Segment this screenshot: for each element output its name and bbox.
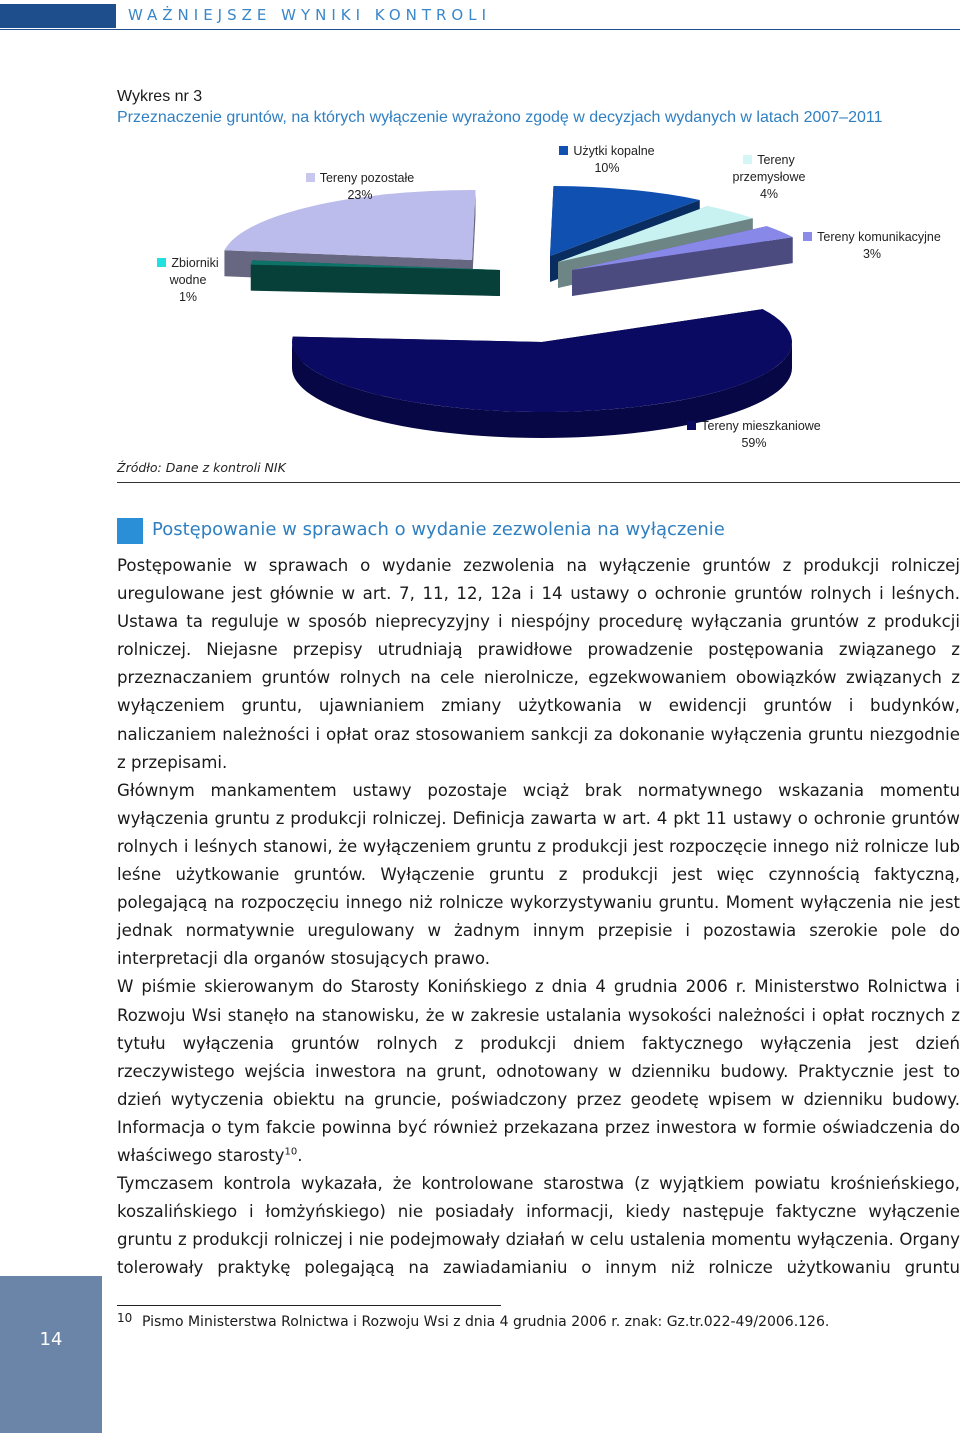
chart-subtitle: Przeznaczenie gruntów, na których wyłączenie wyrażono zgodę w decyzjach wydanych w latach 2007–2011 [117, 109, 883, 126]
chart-title: Wykres nr 3 [117, 88, 203, 105]
header-accent-block [0, 4, 116, 28]
body-text [117, 552, 960, 1282]
section-title: Postępowanie w sprawach o wydanie zezwolenia na wyłączenie [152, 519, 725, 540]
page-number-box [0, 1276, 102, 1433]
label-komunikacyjne: Tereny komunikacyjne 3% [792, 229, 952, 263]
label-mieszkaniowe: Tereny mieszkaniowe 59% [684, 418, 824, 452]
label-kopalne: Użytki kopalne 10% [552, 143, 662, 177]
swatch-pozostale [306, 173, 315, 182]
swatch-przemyslowe [743, 155, 752, 164]
running-header: WAŻNIEJSZE WYNIKI KONTROLI [128, 6, 492, 24]
swatch-mieszkaniowe [687, 421, 696, 430]
footnote-mark: 10 [117, 1311, 133, 1325]
page-number: 14 [39, 1329, 63, 1350]
swatch-zbiorniki [157, 258, 166, 267]
chart-bottom-rule [117, 482, 960, 483]
footnote-ref[interactable]: 10 [284, 1146, 298, 1158]
footnote-rule [117, 1305, 501, 1306]
header-rule [0, 29, 960, 30]
chart-source: Źródło: Dane z kontroli NIK [117, 460, 286, 475]
paragraph: Głównym mankamentem ustawy pozostaje wciąż brak normatywnego wskazania momentu wyłączenia gruntu z produkcji rolniczej. Definicja zawarta w art. 4 pkt 11 ustawy o ochronie gruntów rolnych i leśnych stanowi, że wyłączeniem gruntu z produkcji jest rozpoczęcie innego niż rolnicze lub leśne użytkowanie gruntów. Wyłączenie gruntu z produkcji jest więc czynnością faktyczną, polegającą na rozpoczęciu innego niż rolnicze wykorzystywaniu gruntu. Moment wyłączenia nie jest jednak normatywnie uregulowany w żadnym innym przepisie i pozostawia szerokie pole do interpretacji dla organów stosujących prawo. [117, 780, 960, 969]
paragraph: W piśmie skierowanym do Starosty Konińskiego z dnia 4 grudnia 2006 r. Ministerstwo Rolnictwa i Rozwoju Wsi stanęło na stanowisku, że w zakresie ustalania wysokości należności i opłat rocznych z tytułu wyłączenia gruntów rolnych z produkcji dniem faktycznego wyłączenia jest dzień rzeczywistego wejścia inwestora na grunt, odnotowany w dzienniku budowy. Praktycznie jest to dzień wytyczenia obiektu na gruncie, poświadczony przez geodetę wpisem w dzienniku budowy. Informacja o tym fakcie powinna być również przekazana przez inwestora w formie oświadczenia do właściwego starosty$^{10}$. [117, 977, 960, 1165]
label-pozostale: Tereny pozostałe 23% [300, 170, 420, 204]
swatch-kopalne [559, 146, 568, 155]
paragraph: Postępowanie w sprawach o wydanie zezwolenia na wyłączenie gruntów z produkcji rolniczej uregulowane jest głównie w art. 7, 11, 12, 12a i 14 ustawy o ochronie gruntów rolnych i leśnych. Ustawa ta reguluje w sposób nieprecyzyjny i niespójny procedurę wyłączania gruntów z produkcji rolniczej. Niejasne przepisy utrudniają prawidłowe prowadzenie postępowania związanego z przeznaczaniem gruntów rolnych na cele nierolnicze, egzekwowaniem obowiązków związanych z wyłączeniem gruntu, ujawnianiem zmiany użytkowania w ewidencji gruntów i budynków, naliczaniem należności i opłat oraz stosowaniem sankcji za dokonanie wyłączenia gruntu niezgodnie z przepisami. [117, 556, 960, 772]
paragraph: Tymczasem kontrola wykazała, że kontrolowane starostwa (z wyjątkiem powiatu krośnieńskiego, koszalińskiego i łomżyńskiego) nie posiadały informacji, kiedy następuje faktyczne wyłączenie gruntu z produkcji rolniczej i nie podejmowały działań w celu ustalenia momentu wyłączenia. Organy tolerowały praktykę polegającą na zawiadamianiu o innym niż rolnicze użytkowaniu gruntu [117, 1174, 960, 1278]
label-przemyslowe: Tereny przemysłowe 4% [732, 153, 806, 201]
swatch-komunikacyjne [803, 232, 812, 241]
section-marker [117, 518, 143, 544]
label-zbiorniki: Zbiorniki wodne 1% [148, 255, 228, 306]
footnote-text: Pismo Ministerstwa Rolnictwa i Rozwoju Wsi z dnia 4 grudnia 2006 r. znak: Gz.tr.022-49/2006.126. [142, 1314, 830, 1330]
